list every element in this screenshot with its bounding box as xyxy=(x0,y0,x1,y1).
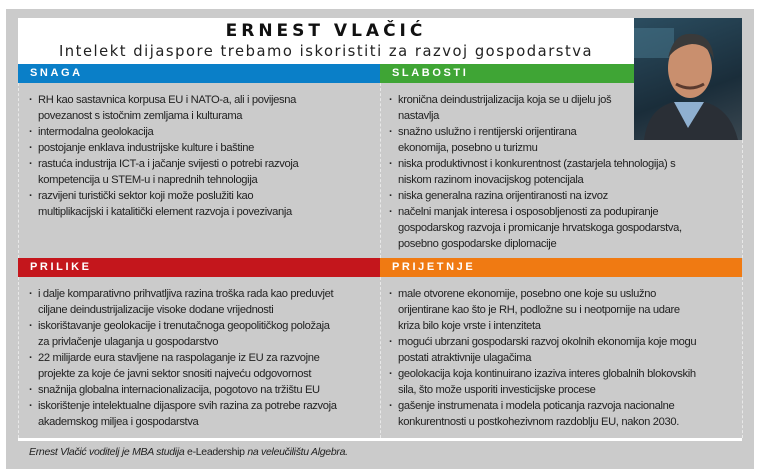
slabosti-header: SLABOSTI xyxy=(380,64,634,83)
snaga-list xyxy=(29,92,298,220)
caption-program: e-Leadership xyxy=(187,446,245,458)
list-item: · razvijeni turistički sektor koji može poslužiti kao multiplikacijski i katalitički element razvoja i povezivanja xyxy=(29,188,298,220)
header xyxy=(18,18,634,64)
list-item: · niska generalna razina orijentiranosti na izvoz xyxy=(389,188,682,204)
divider xyxy=(18,83,19,258)
divider xyxy=(380,277,381,438)
prilike-header: PRILIKE xyxy=(18,258,380,277)
list-item: · snažnija globalna internacionalizacija, pogotovo na tržištu EU xyxy=(29,382,337,398)
divider xyxy=(380,83,381,258)
list-item: · geolokacija koja kontinuirano izaziva interes globalnih blokovskih sila, što može usporiti investicijske procese xyxy=(389,366,696,398)
caption xyxy=(29,446,348,458)
prilike-list xyxy=(29,286,337,430)
divider xyxy=(18,277,19,438)
divider xyxy=(18,438,742,441)
list-item: · 22 milijarde eura stavljene na raspolaganje iz EU za razvojne projekte za koje će javni sektor snositi najveću odgovornost xyxy=(29,350,337,382)
prijetnje-list xyxy=(389,286,696,430)
caption-text: na veleučilištu Algebra. xyxy=(244,446,348,458)
list-item: · postojanje enklava industrijske kulture i baštine xyxy=(29,140,298,156)
list-item: · iskorištavanje geolokacije i trenutačnoga geopolitičkog položaja za privlačenje ulaganja u gospodarstvo xyxy=(29,318,337,350)
list-item: · gašenje instrumenata i modela poticanja razvoja nacionalne konkurentnosti u postkohezivnom razdoblju EU, nakon 2030. xyxy=(389,398,696,430)
prijetnje-header: PRIJETNJE xyxy=(380,258,742,277)
list-item: · male otvorene ekonomije, posebno one koje su uslužno orijentirane kao što je RH, podložne su i neotpornije na udare kriza bilo koje vrste i intenziteta xyxy=(389,286,696,334)
list-item: · mogući ubrzani gospodarski razvoj okolnih ekonomija koje mogu postati atraktivnije ulagačima xyxy=(389,334,696,366)
list-item: · rastuća industrija ICT-a i jačanje svijesti o potrebi razvoja kompetencija u STEM-u i naprednih tehnologija xyxy=(29,156,298,188)
person-name: ERNEST VLAČIĆ xyxy=(225,21,427,41)
list-item: · snažno uslužno i rentijerski orijentirana ekonomija, posebno u turizmu xyxy=(389,124,682,156)
list-item: · niska produktivnost i konkurentnost (zastarjela tehnologija) s niskom razinom inovacijskog potencijala xyxy=(389,156,682,188)
list-item: · kronična deindustrijalizacija koja se u dijelu još nastavlja xyxy=(389,92,682,124)
list-item: · intermodalna geolokacija xyxy=(29,124,298,140)
snaga-header: SNAGA xyxy=(18,64,380,83)
slabosti-list xyxy=(389,92,682,252)
list-item: · i dalje komparativno prihvatljiva razina troška rada kao preduvjet ciljane deindustrijalizacije visoke dodane vrijednosti xyxy=(29,286,337,318)
caption-text: Ernest Vlačić voditelj je MBA studija xyxy=(29,446,188,458)
divider xyxy=(742,277,743,438)
list-item: · načelni manjak interesa i osposobljenosti za podupiranje gospodarskog razvoja i promicanje hrvatskoga gospodarstva, posebno gospodarske diplomacije xyxy=(389,204,682,252)
list-item: · iskorištenje intelektualne dijaspore svih razina za potrebe razvoja akademskog miljea i gospodarstva xyxy=(29,398,337,430)
headline: Intelekt dijaspore trebamo iskoristiti za razvoj gospodarstva xyxy=(58,42,594,60)
list-item: · RH kao sastavnica korpusa EU i NATO-a, ali i povijesna povezanost s istočnim zemljama i kulturama xyxy=(29,92,298,124)
divider xyxy=(742,140,743,258)
